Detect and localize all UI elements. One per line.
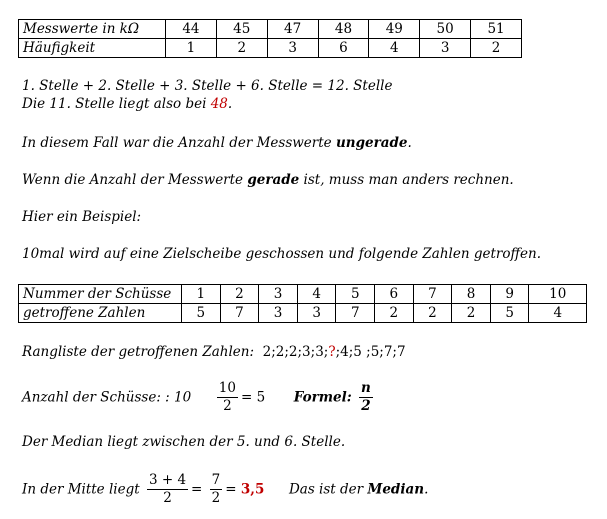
table-row bbox=[19, 20, 522, 39]
measurement-table bbox=[18, 19, 522, 58]
ranking-label: Rangliste der getroffenen Zahlen: bbox=[22, 344, 255, 360]
count-result: = 5 bbox=[240, 389, 266, 406]
tail-suffix: . bbox=[424, 481, 429, 498]
count-frac-num: 10 bbox=[218, 380, 236, 396]
table-cell: 44 bbox=[166, 20, 217, 39]
eleventh-prefix: Die 11. Stelle liegt also bei bbox=[22, 96, 211, 112]
table-cell: 48 bbox=[318, 20, 369, 39]
middle-frac2-den: 2 bbox=[211, 490, 221, 506]
table-cell: 2 bbox=[216, 39, 267, 58]
ranking-mark: ? bbox=[328, 344, 336, 360]
formula-fraction bbox=[359, 380, 373, 415]
shots-intro-line: 10mal wird auf eine Zielscheibe geschossen und folgende Zahlen getroffen. bbox=[22, 246, 542, 262]
table-cell: 7 bbox=[336, 304, 375, 323]
ranking-part2: ;4;5 ;5;7;7 bbox=[335, 344, 406, 360]
row-label: Häufigkeit bbox=[19, 39, 166, 58]
table-cell: 3 bbox=[297, 304, 336, 323]
table-row bbox=[19, 304, 587, 323]
example-line: Hier ein Beispiel: bbox=[22, 209, 142, 225]
table-cell: 4 bbox=[369, 39, 420, 58]
median-tail bbox=[289, 482, 428, 498]
table-cell: 4 bbox=[529, 304, 587, 323]
ranking-part1: 2;2;2;3;3; bbox=[262, 344, 329, 360]
table-cell: 4 bbox=[297, 285, 336, 304]
table-cell: 5 bbox=[490, 304, 529, 323]
ranking-line bbox=[22, 344, 406, 360]
table-cell: 47 bbox=[267, 20, 318, 39]
shots-table bbox=[18, 284, 587, 323]
tail-prefix: Das ist der bbox=[288, 481, 368, 498]
middle-fraction-2 bbox=[210, 472, 223, 507]
row-label: Messwerte in kΩ bbox=[19, 20, 166, 39]
middle-fraction-1 bbox=[147, 472, 188, 507]
table-cell: 6 bbox=[318, 39, 369, 58]
middle-line bbox=[22, 472, 428, 507]
even-line bbox=[22, 172, 514, 188]
table-cell: 51 bbox=[471, 20, 522, 39]
table-cell: 3 bbox=[259, 285, 298, 304]
middle-frac1-den: 2 bbox=[163, 490, 172, 506]
table-cell: 5 bbox=[182, 304, 221, 323]
table-cell: 10 bbox=[529, 285, 587, 304]
table-cell: 1 bbox=[182, 285, 221, 304]
table-cell: 8 bbox=[452, 285, 491, 304]
middle-frac2-num: 7 bbox=[211, 472, 221, 488]
odd-prefix: In diesem Fall war die Anzahl der Messwerte bbox=[22, 135, 336, 151]
eleventh-value: 48 bbox=[210, 96, 228, 112]
count-fraction bbox=[217, 380, 238, 415]
table-cell: 2 bbox=[220, 285, 259, 304]
table-cell: 2 bbox=[375, 304, 414, 323]
table-cell: 3 bbox=[267, 39, 318, 58]
odd-line bbox=[22, 135, 412, 151]
table-cell: 9 bbox=[490, 285, 529, 304]
table-cell: 50 bbox=[420, 20, 471, 39]
median-position-line: Der Median liegt zwischen der 5. und 6. Stelle. bbox=[22, 434, 346, 450]
table-cell: 2 bbox=[452, 304, 491, 323]
odd-word: ungerade bbox=[335, 135, 408, 151]
table-row bbox=[19, 39, 522, 58]
formula-den: 2 bbox=[361, 398, 371, 414]
eleventh-suffix: . bbox=[227, 96, 233, 112]
count-frac-den: 2 bbox=[223, 398, 232, 414]
table-cell: 3 bbox=[259, 304, 298, 323]
odd-suffix: . bbox=[407, 135, 412, 151]
even-word: gerade bbox=[247, 172, 300, 188]
count-line bbox=[22, 380, 376, 415]
table-cell: 2 bbox=[413, 304, 452, 323]
table-cell: 5 bbox=[336, 285, 375, 304]
eleventh-line bbox=[22, 96, 232, 112]
middle-frac1-num: 3 + 4 bbox=[148, 472, 187, 488]
sum-line: 1. Stelle + 2. Stelle + 3. Stelle + 6. Stelle = 12. Stelle bbox=[22, 78, 393, 94]
table-cell: 45 bbox=[216, 20, 267, 39]
table-cell: 7 bbox=[220, 304, 259, 323]
table-cell: 7 bbox=[413, 285, 452, 304]
table-cell: 49 bbox=[369, 20, 420, 39]
table-cell: 6 bbox=[375, 285, 414, 304]
row-label: getroffene Zahlen bbox=[19, 304, 182, 323]
table-cell: 2 bbox=[471, 39, 522, 58]
formula-label: Formel: bbox=[293, 389, 352, 406]
table-cell: 3 bbox=[420, 39, 471, 58]
count-label: Anzahl der Schüsse: : 10 bbox=[22, 389, 192, 406]
middle-label: In der Mitte liegt bbox=[22, 481, 140, 498]
formula-num: n bbox=[361, 380, 371, 396]
middle-eq1: = bbox=[191, 481, 203, 498]
tail-word: Median bbox=[367, 481, 425, 498]
even-suffix: ist, muss man anders rechnen. bbox=[299, 172, 514, 188]
row-label: Nummer der Schüsse bbox=[19, 285, 182, 304]
table-cell: 1 bbox=[166, 39, 217, 58]
middle-eq2: = bbox=[225, 481, 237, 498]
table-row bbox=[19, 285, 587, 304]
even-prefix: Wenn die Anzahl der Messwerte bbox=[22, 172, 248, 188]
middle-result: 3,5 bbox=[240, 481, 265, 498]
